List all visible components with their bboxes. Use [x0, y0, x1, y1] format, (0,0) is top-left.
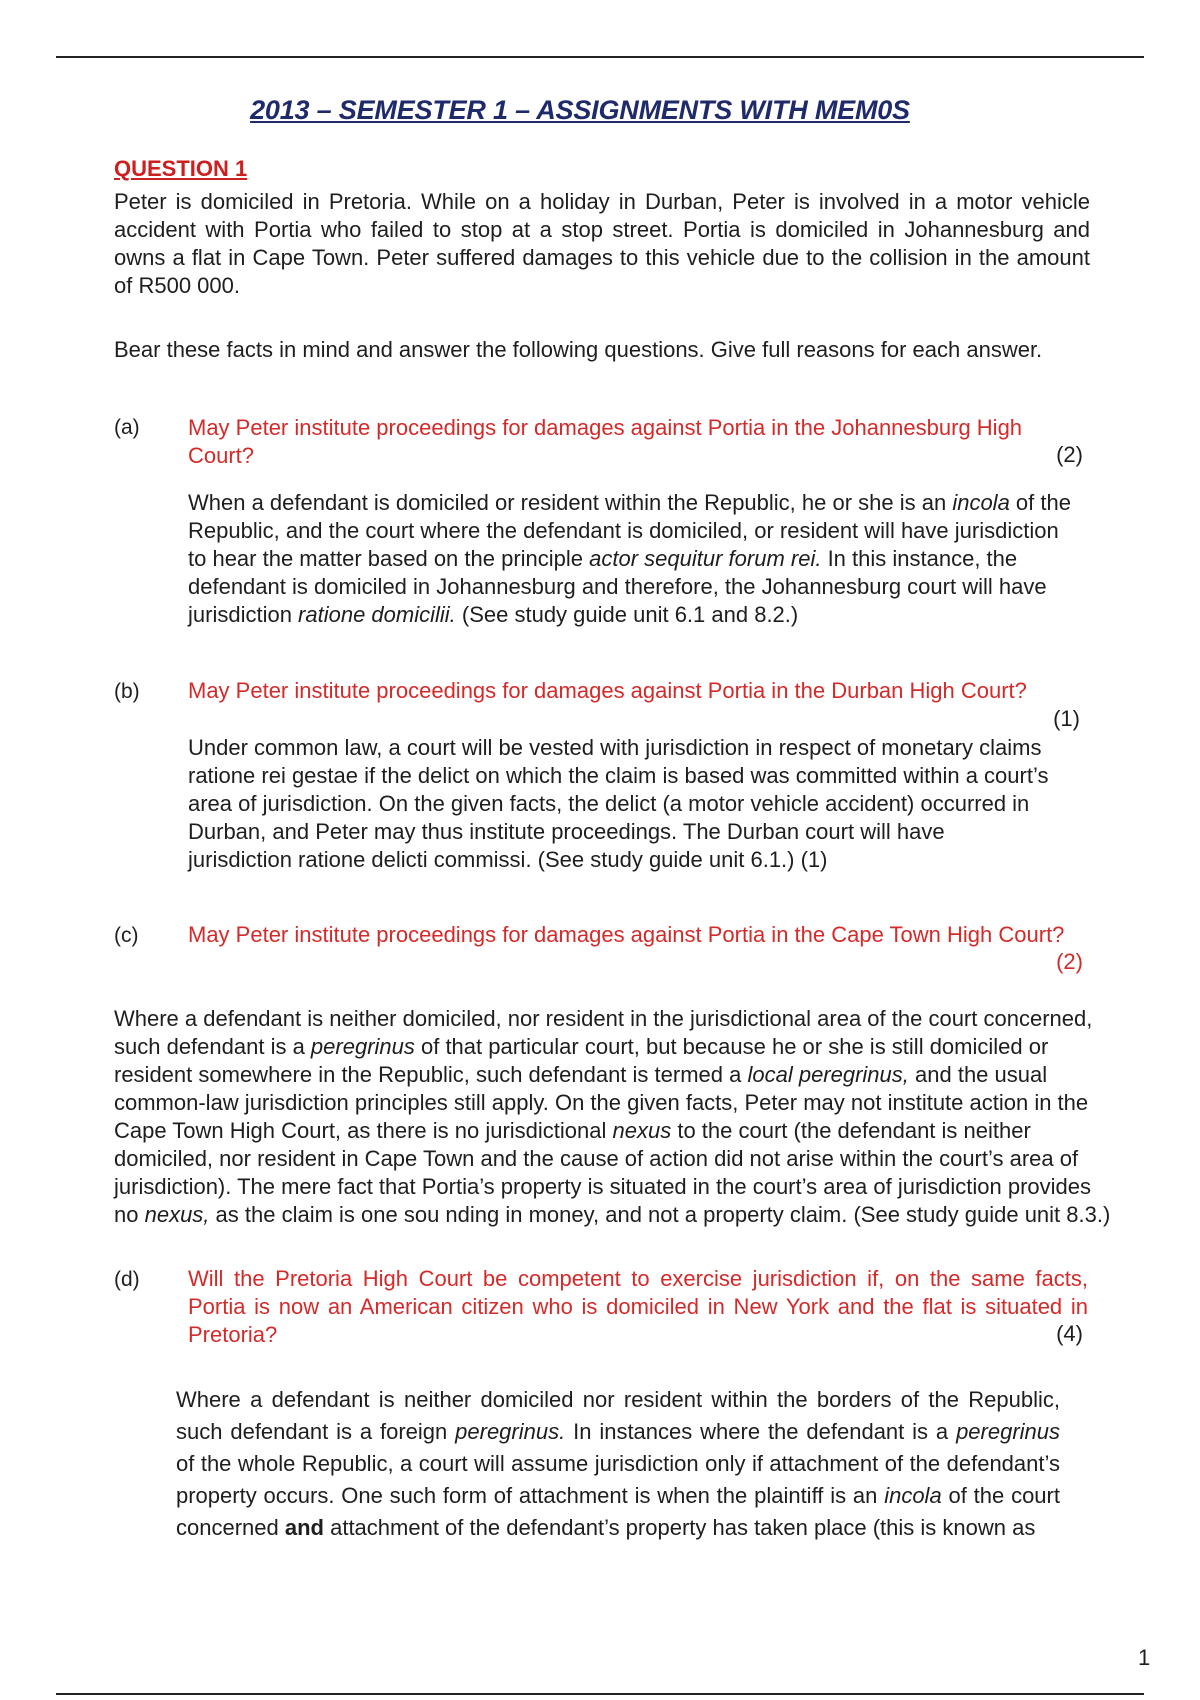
item-a-label: (a)	[114, 416, 140, 439]
item-c-question: May Peter institute proceedings for damages against Portia in the Cape Town High Court?	[188, 922, 1065, 947]
item-c-label: (c)	[114, 924, 139, 947]
page-number: 1	[1138, 1645, 1151, 1670]
item-c-marks: (2)	[1056, 949, 1083, 974]
instruction-paragraph: Bear these facts in mind and answer the following questions. Give full reasons for each answer.	[114, 337, 1043, 362]
bottom-rule	[56, 1693, 1144, 1695]
item-b-label: (b)	[114, 680, 140, 703]
item-a-marks: (2)	[1056, 442, 1083, 467]
item-b-marks: (1)	[1053, 706, 1080, 731]
item-b-question: May Peter institute proceedings for damages against Portia in the Durban High Court?	[188, 678, 1027, 703]
item-d-answer: Where a defendant is neither domiciled nor resident within the borders of the Republic, such defendant is a foreign peregrinus. In instances where the defendant is a peregrinus of the whole Republic, a court will assume jurisdiction only if attachment of the defendant’s property occurs. One such form of attachment is when the plaintiff is an incola of the court concerned and attachment of the defendant’s property has taken place (this is known as	[176, 1387, 1061, 1540]
item-d-marks: (4)	[1056, 1321, 1083, 1346]
top-rule	[56, 56, 1144, 58]
question-heading: QUESTION 1	[114, 156, 248, 181]
item-d-label: (d)	[114, 1268, 140, 1291]
item-a-question: May Peter institute proceedings for damages against Portia in the Johannesburg High Court?	[188, 415, 1023, 468]
item-a-answer: When a defendant is domiciled or resident within the Republic, he or she is an incola of the Republic, and the court where the defendant is domiciled, or resident will have jurisdiction to hear the matter based on the principle actor sequitur forum rei. In this instance, the defendant is domiciled in Johannesburg and therefore, the Johannesburg court will have jurisdiction ratione domicilii. (See study guide unit 6.1 and 8.2.)	[188, 490, 1071, 627]
item-c-answer: Where a defendant is neither domiciled, nor resident in the jurisdictional area of the court concerned, such defendant is a peregrinus of that particular court, but because he or she is still domiciled or resident somewhere in the Republic, such defendant is termed a local peregrinus, and the usual common-law jurisdiction principles still apply. On the given facts, Peter may not institute action in the Cape Town High Court, as there is no jurisdictional nexus to the court (the defendant is neither domiciled, nor resident in Cape Town and the cause of action did not arise within the court’s area of jurisdiction). The mere fact that Portia’s property is situated in the court’s area of jurisdiction provides no nexus, as the claim is one sou nding in money, and not a property claim. (See study guide unit 8.3.)	[114, 1006, 1111, 1227]
intro-paragraph: Peter is domiciled in Pretoria. While on a holiday in Durban, Peter is involved in a motor vehicle accident with Portia who failed to stop at a stop street. Portia is domiciled in Johannesburg and owns a flat in Cape Town. Peter suffered damages to this vehicle due to the collision in the amount of R500 000.	[114, 189, 1090, 298]
page-title: 2013 – SEMESTER 1 – ASSIGNMENTS WITH MEM0S	[250, 95, 910, 125]
item-b-answer: Under common law, a court will be vested with jurisdiction in respect of monetary claims ratione rei gestae if the delict on which the claim is based was committed within a court’s area of jurisdiction. On the given facts, the delict (a motor vehicle accident) occurred in Durban, and Peter may thus institute proceedings. The Durban court will have jurisdiction ratione delicti commissi. (See study guide unit 6.1.) (1)	[188, 735, 1049, 872]
item-d-question: Will the Pretoria High Court be competent to exercise jurisdiction if, on the same facts, Portia is now an American citizen who is domiciled in New York and the flat is situated in Pretoria?	[188, 1266, 1088, 1347]
